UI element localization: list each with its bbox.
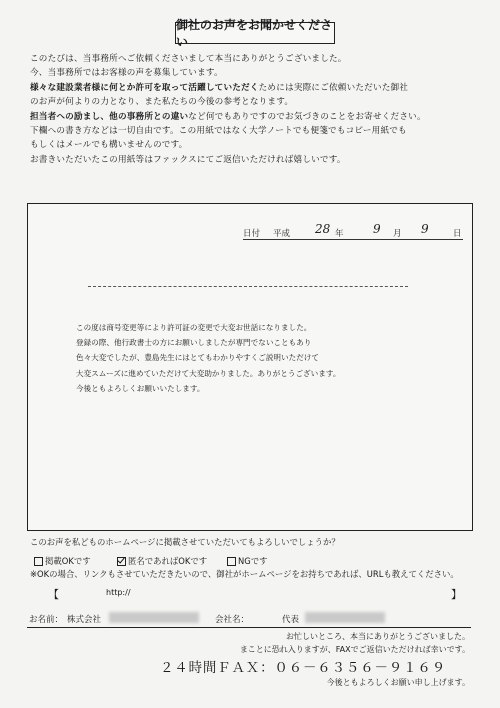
checkbox-ng[interactable]: [227, 557, 236, 566]
option-label: 匿名であればOKです: [128, 556, 208, 566]
option-label: NGです: [238, 556, 268, 566]
url-bracket-open: 【: [48, 588, 59, 601]
date-year: 28: [315, 222, 331, 236]
name-label: お名前：: [29, 615, 64, 625]
date-day-unit: 日: [453, 229, 462, 239]
option-label: 掲載OKです: [45, 556, 91, 566]
footer-line: まことに恐れ入りますが、FAXでご返信いただければ幸いです。: [239, 645, 470, 654]
page-title: 御社のお声をお聞かせください: [175, 22, 335, 44]
date-day: 9: [421, 222, 429, 236]
footer-thanks: [240, 630, 470, 656]
intro-line: 下欄への書き方などは一切自由です。この用紙ではなく大学ノートでも便箋でもコピー用紙でも: [30, 126, 407, 137]
intro-text: [30, 52, 475, 167]
intro-line: [30, 81, 475, 95]
date-era: 平成: [273, 229, 291, 239]
footer-line: お忙しいところ、本当にありがとうございました。: [286, 632, 470, 641]
divider-line: [88, 286, 408, 287]
date-field: [243, 224, 463, 240]
fax-number: ２４時間ＦＡＸ：０６－６３５６－９１６９: [160, 660, 446, 676]
checkbox-publish-ok[interactable]: [34, 557, 43, 566]
intro-line-end: い。: [408, 111, 426, 122]
date-underline: [243, 239, 463, 240]
date-label: 日付: [243, 229, 261, 239]
url-bracket-close: 】: [451, 588, 462, 601]
option-ng[interactable]: [227, 555, 268, 567]
consent-question: [30, 535, 340, 549]
company-label: 会社名：: [215, 615, 250, 625]
intro-emphasis: 担当者への励まし、他の事務所との違い: [30, 111, 189, 122]
date-month-unit: 月: [393, 229, 402, 239]
intro-line: のお声が何よりの力となり、また私たちの今後の参考となります。: [30, 97, 294, 108]
intro-line: このたびは、当事務所へご依頼くださいまして本当にありがとうございました。: [30, 54, 347, 64]
message-line: 今後ともよろしくお願いいたします。: [76, 383, 205, 393]
customer-message: [76, 320, 340, 396]
consent-note: ※OKの場合、リンクもさせていただきたいので、御社がホームページをお持ちであれば、URLも教えてください。: [30, 569, 459, 579]
url-value: http://: [106, 588, 131, 597]
message-line: 色々大変でしたが、豊島先生にはとてもわかりやすくご説明いただけて: [76, 353, 319, 363]
company-prefix: 株式会社: [67, 615, 102, 625]
intro-emphasis: 様々な建設業者様に何とか許可を取って活躍していただく: [30, 82, 259, 93]
redacted-representative-name: [305, 612, 385, 623]
intro-line: 今、当事務所ではお客様の声を募集しています。: [30, 68, 223, 79]
message-line: 大変スムーズに進めていただけて大変助かりました。ありがとうございます。: [76, 368, 341, 378]
name-row: [27, 609, 471, 628]
option-anonymous-ok[interactable]: [117, 555, 207, 567]
intro-line: もしくはメールでも構いませんのです。: [30, 140, 188, 151]
redacted-company-name: [109, 612, 199, 623]
date-month: 9: [373, 222, 381, 236]
message-line: この度は商号変更等により許可証の変更で大変お世話になりました。: [76, 323, 312, 332]
representative-label: 代表: [282, 615, 300, 625]
date-year-unit: 年: [335, 229, 344, 239]
intro-line-rest: など何でもありですのでお気づきのことをお寄せくださ: [188, 111, 409, 122]
intro-line-rest: ためには実際にご依頼いただいた御社: [258, 82, 409, 93]
intro-line: お書きいただいたこの用紙等はファックスにてご返信いただければ嬉しいです。: [30, 154, 346, 165]
option-publish-ok[interactable]: [34, 555, 91, 567]
url-field[interactable]: [48, 586, 462, 601]
consent-question-text: このお声を私どものホームページに掲載させていただいてもよろしいでしょうか？: [30, 537, 340, 547]
response-box: [27, 203, 473, 531]
intro-line: [30, 110, 475, 124]
checkbox-anonymous-ok[interactable]: [117, 557, 126, 566]
footer-closing: 今後ともよろしくお願い申し上げます。: [326, 678, 470, 687]
message-line: 登録の際、他行政書士の方にお願いしましたが専門でないこともあり: [76, 338, 312, 348]
